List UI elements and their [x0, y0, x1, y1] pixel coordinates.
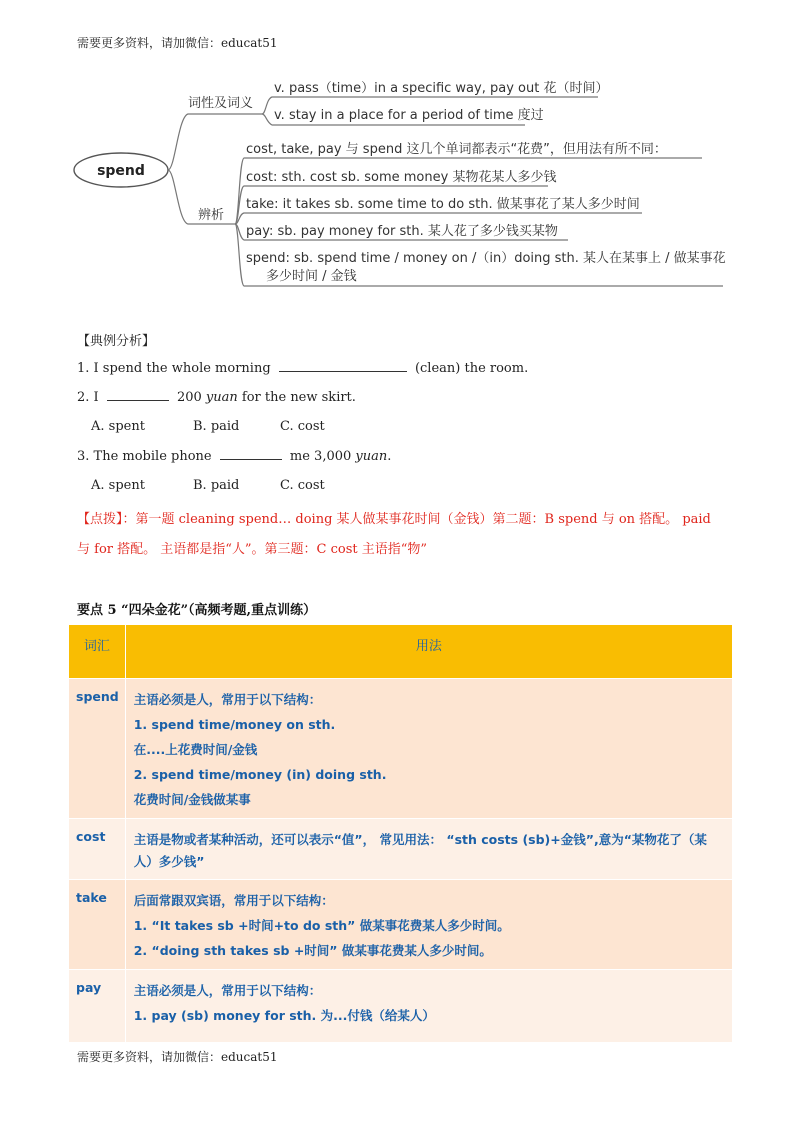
answer-blank[interactable]	[220, 448, 282, 460]
q3-option-a[interactable]: A. spent	[91, 478, 145, 493]
page-header: 需要更多资料，请加微信：educat51	[77, 36, 278, 50]
usage-table	[68, 624, 733, 1043]
question-2: 2. I 200 yuan for the new skirt.	[77, 390, 356, 405]
q2-option-b[interactable]: B. paid	[193, 419, 240, 434]
mindmap-branch-pos: 词性及词义	[188, 96, 254, 111]
mindmap-meaning-1: v. pass（time）in a specific way, pay out 花（时间）	[274, 81, 609, 96]
mindmap-compare-spend-cont: 多少时间 / 金钱	[266, 269, 357, 284]
mindmap-compare-intro: cost, take, pay 与 spend 这几个单词都表示“花费”，但用法有所不同：	[246, 142, 667, 157]
usage-cell: 主语必须是人，常用于以下结构： 1. pay (sb) money for sth. 为...付钱（给某人）	[125, 970, 732, 1043]
q2-option-c[interactable]: C. cost	[280, 419, 325, 434]
usage-cell: 主语必须是人，常用于以下结构： 1. spend time/money on sth. 在....上花费时间/金钱 2. spend time/money (in) doing sth. 花费时间/金钱做某事	[125, 679, 732, 819]
table-row	[69, 970, 733, 1043]
mindmap-root-label: spend	[97, 163, 145, 179]
column-header-word: 词汇	[69, 625, 126, 679]
table-row	[69, 880, 733, 970]
word-cell: spend	[69, 679, 126, 819]
answer-blank[interactable]	[107, 389, 169, 401]
q2-option-a[interactable]: A. spent	[91, 419, 145, 434]
question-1: 1. I spend the whole morning (clean) the room.	[77, 361, 529, 376]
section-title: 要点 5 “四朵金花”（高频考题,重点训练）	[77, 603, 317, 618]
column-header-usage: 用法	[125, 625, 732, 679]
spend-mindmap	[70, 72, 730, 292]
examples-title: 【典例分析】	[77, 334, 156, 349]
q3-option-b[interactable]: B. paid	[193, 478, 240, 493]
usage-cell: 主语是物或者某种活动，还可以表示“值”， 常见用法： “sth costs (sb)+金钱”,意为“某物花了（某人）多少钱”	[125, 819, 732, 880]
table-row	[69, 679, 733, 819]
word-cell: take	[69, 880, 126, 970]
question-3: 3. The mobile phone me 3,000 yuan.	[77, 449, 392, 464]
mindmap-compare-pay: pay: sb. pay money for sth. 某人花了多少钱买某物	[246, 224, 558, 239]
page-footer: 需要更多资料，请加微信：educat51	[77, 1050, 278, 1064]
table-row	[69, 819, 733, 880]
hint-line-1: 【点拨】：第一题 cleaning spend… doing 某人做某事花时间（金钱）第二题：B spend 与 on 搭配。 paid	[77, 512, 711, 527]
usage-cell: 后面常跟双宾语，常用于以下结构： 1. “It takes sb +时间+to do sth” 做某事花费某人多少时间。 2. “doing sth takes sb +时间” 做某事花费某人多少时间。	[125, 880, 732, 970]
word-cell: pay	[69, 970, 126, 1043]
hint-line-2: 与 for 搭配。 主语都是指“人”。第三题：C cost 主语指“物”	[77, 542, 428, 557]
mindmap-meaning-2: v. stay in a place for a period of time 度过	[274, 108, 544, 123]
table-header-row	[69, 625, 733, 679]
answer-blank[interactable]	[279, 360, 407, 372]
mindmap-compare-cost: cost: sth. cost sb. some money 某物花某人多少钱	[246, 170, 557, 185]
mindmap-compare-take: take: it takes sb. some time to do sth. 做某事花了某人多少时间	[246, 197, 640, 212]
mindmap-compare-spend: spend: sb. spend time / money on /（in）doing sth. 某人在某事上 / 做某事花	[246, 251, 726, 266]
mindmap-branch-compare: 辨析	[198, 208, 225, 223]
word-cell: cost	[69, 819, 126, 880]
q3-option-c[interactable]: C. cost	[280, 478, 325, 493]
